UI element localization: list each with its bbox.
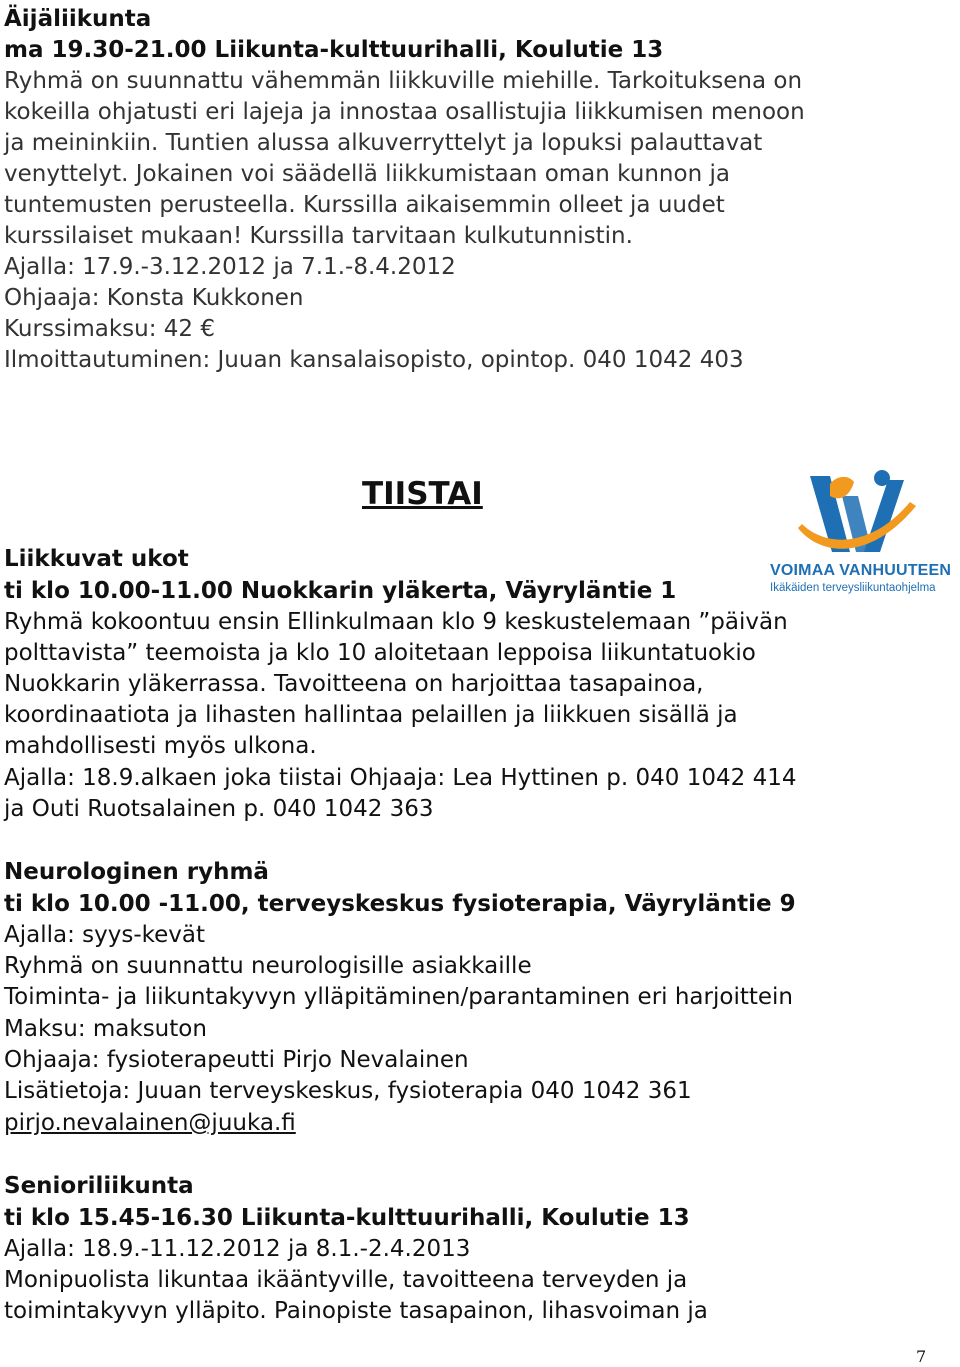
logo-subtitle: Ikäkäiden terveysliikuntaohjelma — [770, 582, 936, 594]
section-title-liikkuvat-ukot: Liikkuvat ukot — [4, 546, 189, 572]
voimaa-vanhuuteen-logo — [770, 466, 958, 606]
description-line: mahdollisesti myös ulkona. — [4, 733, 317, 759]
description-line: venyttelyt. Jokainen voi säädellä liikkumistaan oman kunnon ja — [4, 161, 730, 187]
section-title-senioriliikunta: Senioriliikunta — [4, 1173, 194, 1199]
instructor-aijaliikunta: Ohjaaja: Konsta Kukkonen — [4, 285, 304, 311]
info-line: toimintakyvyn ylläpito. Painopiste tasapainon, lihasvoiman ja — [4, 1298, 708, 1324]
logo-w-icon — [770, 466, 958, 562]
info-line: Ohjaaja: fysioterapeutti Pirjo Nevalainen — [4, 1047, 469, 1073]
info-line: Lisätietoja: Juuan terveyskeskus, fysioterapia 040 1042 361 — [4, 1078, 692, 1104]
info-line: Maksu: maksuton — [4, 1016, 207, 1042]
info-line: Monipuolista likuntaa ikääntyville, tavoitteena terveyden ja — [4, 1267, 688, 1293]
description-line: tuntemusten perusteella. Kurssilla aikaisemmin olleet ja uudet — [4, 192, 725, 218]
logo-title: VOIMAA VANHUUTEEN — [770, 562, 952, 579]
description-line: polttavista” teemoista ja klo 10 aloitetaan leppoisa liikuntatuokio — [4, 640, 756, 666]
time-place-neurologinen: ti klo 10.00 -11.00, terveyskeskus fysioterapia, Väyryläntie 9 — [4, 891, 796, 917]
info-line: Ajalla: syys-kevät — [4, 922, 206, 948]
info-line: Ajalla: 18.9.-11.12.2012 ja 8.1.-2.4.2013 — [4, 1236, 471, 1262]
section-title-aijaliikunta: Äijäliikunta — [4, 6, 152, 32]
description-line: Nuokkarin yläkerrassa. Tavoitteena on harjoittaa tasapainoa, — [4, 671, 704, 697]
time-place-senioriliikunta: ti klo 15.45-16.30 Liikunta-kulttuurihalli, Koulutie 13 — [4, 1205, 690, 1231]
info-line: Toiminta- ja liikuntakyvyn ylläpitäminen/parantaminen eri harjoittein — [4, 984, 793, 1010]
description-line: Ajalla: 18.9.alkaen joka tiistai Ohjaaja: Lea Hyttinen p. 040 1042 414 — [4, 765, 797, 791]
description-line: Ryhmä on suunnattu vähemmän liikkuville miehille. Tarkoituksena on — [4, 68, 803, 94]
registration-aijaliikunta: Ilmoittautuminen: Juuan kansalaisopisto, opintop. 040 1042 403 — [4, 347, 744, 373]
page-number: 7 — [916, 1347, 927, 1366]
description-line: ja Outi Ruotsalainen p. 040 1042 363 — [4, 796, 434, 822]
description-line: Ryhmä kokoontuu ensin Ellinkulmaan klo 9 keskustelemaan ”päivän — [4, 609, 788, 635]
day-heading-tiistai: TIISTAI — [362, 476, 483, 512]
time-place-aijaliikunta: ma 19.30-21.00 Liikunta-kulttuurihalli, Koulutie 13 — [4, 37, 664, 63]
email-link[interactable]: pirjo.nevalainen@juuka.fi — [4, 1110, 296, 1136]
description-line: ja meininkiin. Tuntien alussa alkuverryttelyt ja lopuksi palauttavat — [4, 130, 763, 156]
section-title-neurologinen: Neurologinen ryhmä — [4, 859, 269, 885]
fee-aijaliikunta: Kurssimaksu: 42 € — [4, 316, 215, 342]
dates-aijaliikunta: Ajalla: 17.9.-3.12.2012 ja 7.1.-8.4.2012 — [4, 254, 456, 280]
description-line: kokeilla ohjatusti eri lajeja ja innostaa osallistujia liikkumisen menoon — [4, 99, 805, 125]
info-line: Ryhmä on suunnattu neurologisille asiakkaille — [4, 953, 532, 979]
description-line: kurssilaiset mukaan! Kurssilla tarvitaan kulkutunnistin. — [4, 223, 633, 249]
time-place-liikkuvat-ukot: ti klo 10.00-11.00 Nuokkarin yläkerta, Väyryläntie 1 — [4, 578, 677, 604]
description-line: koordinaatiota ja lihasten hallintaa pelaillen ja liikkuen sisällä ja — [4, 702, 738, 728]
